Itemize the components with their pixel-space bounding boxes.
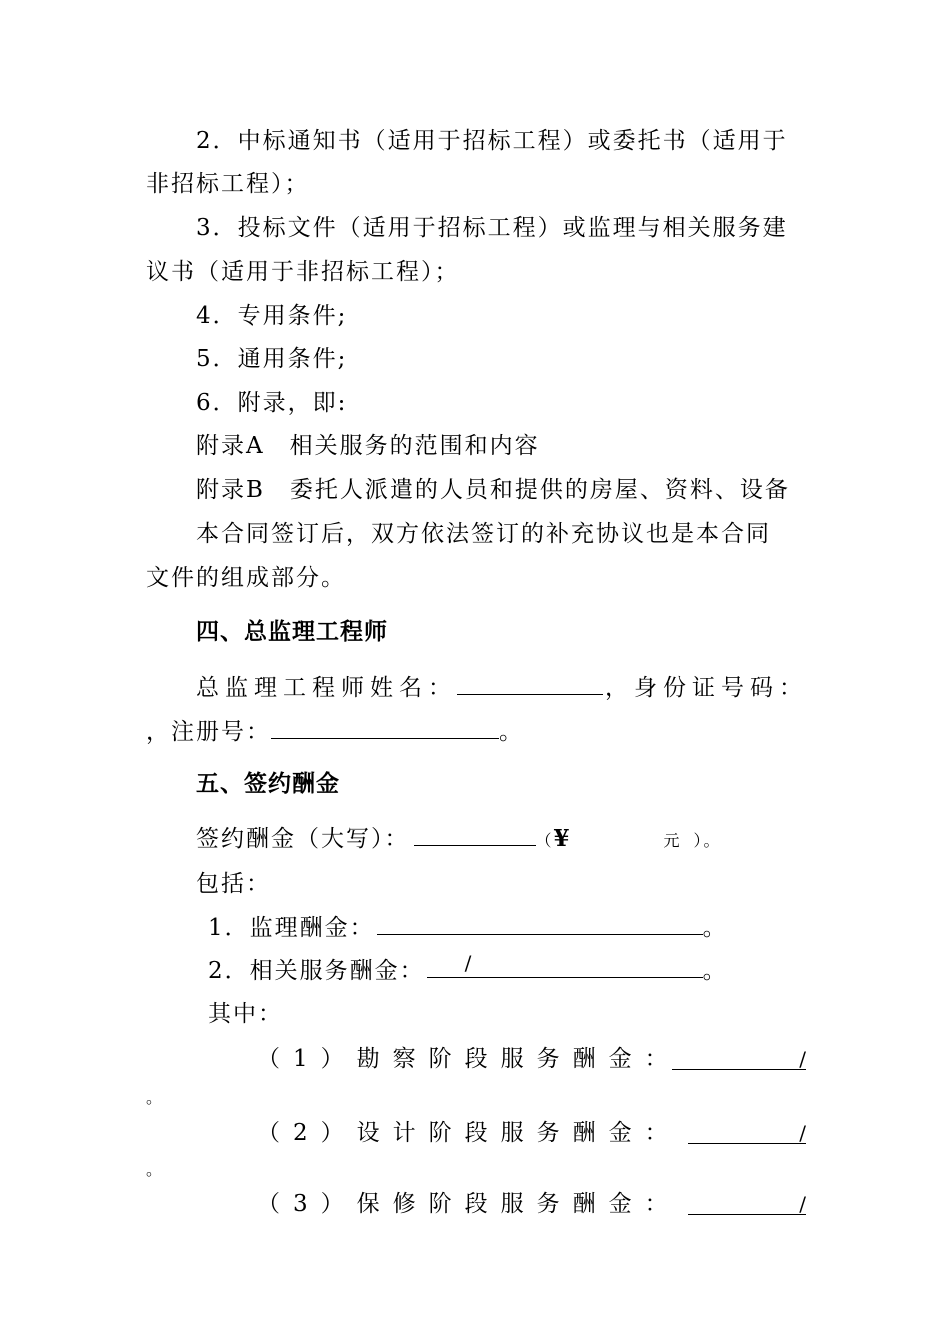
fee-paren-open: （ bbox=[535, 831, 554, 850]
supervision-fee-label: 1．监理酬金： bbox=[208, 915, 375, 941]
supervision-fee-period: 。 bbox=[702, 915, 728, 941]
warranty-fee-slash: / bbox=[799, 1192, 806, 1216]
name-blank bbox=[457, 672, 603, 695]
registration-blank bbox=[271, 716, 499, 739]
design-fee-slash: / bbox=[799, 1121, 806, 1145]
registration-label: ，注册号： bbox=[146, 719, 271, 745]
supervision-fee-line bbox=[208, 912, 728, 944]
registration-line bbox=[146, 716, 524, 748]
list-item-2-cont: 非招标工程）； bbox=[146, 171, 310, 197]
supplement-paragraph-cont: 文件的组成部分。 bbox=[146, 565, 346, 591]
name-label: 总监理工程师姓名： bbox=[196, 675, 457, 701]
includes-label: 包括： bbox=[196, 871, 271, 897]
list-item-3-cont: 议书（适用于非招标工程）； bbox=[146, 259, 460, 285]
warranty-fee-line bbox=[257, 1188, 681, 1220]
list-item-2: 2．中标通知书（适用于招标工程）或委托书（适用于 bbox=[196, 128, 788, 154]
related-service-fee-blank bbox=[427, 951, 703, 978]
related-service-fee-period: 。 bbox=[702, 958, 728, 984]
survey-fee-period: 。 bbox=[146, 1088, 163, 1107]
fee-line bbox=[196, 823, 722, 857]
survey-fee-label: （1）勘察阶段服务酬金： bbox=[257, 1046, 681, 1072]
id-label: ，身份证号码： bbox=[605, 675, 808, 701]
registration-period: 。 bbox=[499, 719, 524, 745]
among-label: 其中： bbox=[208, 1001, 283, 1027]
yuan-label: 元 bbox=[663, 831, 682, 850]
section-heading-chief-engineer: 四、总监理工程师 bbox=[196, 618, 388, 645]
survey-fee-slash: / bbox=[799, 1047, 806, 1071]
survey-fee-line bbox=[257, 1043, 681, 1075]
related-service-fee-slash: / bbox=[464, 951, 474, 975]
supervision-fee-blank bbox=[377, 912, 703, 935]
list-item-6: 6．附录，即: bbox=[196, 390, 348, 416]
design-fee-period: 。 bbox=[146, 1160, 163, 1179]
warranty-fee-label: （3）保修阶段服务酬金： bbox=[257, 1191, 681, 1217]
appendix-a: 附录A 相关服务的范围和内容 bbox=[196, 433, 540, 459]
warranty-fee-blank bbox=[688, 1192, 806, 1215]
design-fee-blank bbox=[688, 1121, 806, 1144]
list-item-3: 3．投标文件（适用于招标工程）或监理与相关服务建 bbox=[196, 215, 788, 241]
related-service-fee-line bbox=[208, 951, 728, 987]
design-fee-line bbox=[257, 1117, 681, 1149]
survey-fee-blank bbox=[672, 1047, 806, 1070]
list-item-5: 5．通用条件; bbox=[196, 346, 348, 372]
fee-paren-close: ）。 bbox=[693, 831, 722, 850]
fee-blank bbox=[414, 823, 536, 846]
fee-label: 签约酬金（大写）： bbox=[196, 826, 410, 852]
related-service-fee-label: 2．相关服务酬金： bbox=[208, 958, 425, 984]
list-item-4: 4．专用条件; bbox=[196, 303, 348, 329]
design-fee-label: （2）设计阶段服务酬金： bbox=[257, 1120, 681, 1146]
yen-sign: ¥ bbox=[553, 825, 572, 852]
appendix-b: 附录B 委托人派遣的人员和提供的房屋、资料、设备 bbox=[196, 477, 790, 503]
chief-engineer-line bbox=[196, 672, 808, 704]
section-heading-fee: 五、签约酬金 bbox=[196, 770, 340, 797]
supplement-paragraph: 本合同签订后，双方依法签订的补充协议也是本合同 bbox=[196, 521, 771, 547]
